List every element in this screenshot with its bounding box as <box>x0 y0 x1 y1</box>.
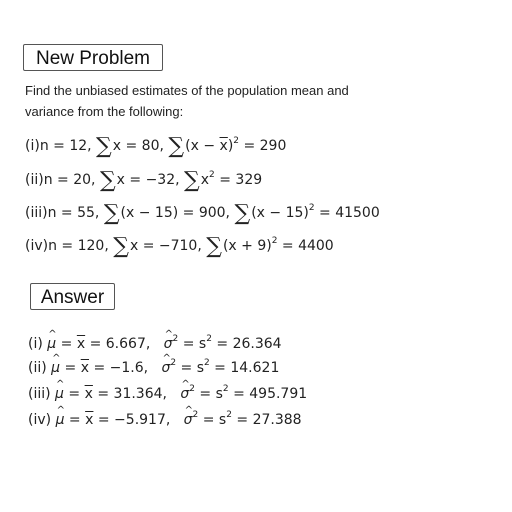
equals: = <box>60 360 81 376</box>
problem-item-2 <box>25 168 262 192</box>
mean-value: = 6.667, <box>85 336 151 352</box>
variance-value: = 14.621 <box>209 360 280 376</box>
variance-value: = 27.388 <box>231 412 302 428</box>
exponent: 2 <box>226 410 232 420</box>
answer-label: (iv) <box>28 412 52 428</box>
mu-hat: μ ^ <box>55 382 64 406</box>
sum-term: x <box>200 172 210 188</box>
mean-value: = −5.917, <box>93 412 171 428</box>
equals-s: = s <box>194 386 223 402</box>
exponent: 2 <box>189 384 195 394</box>
variance-value: = 26.364 <box>211 336 282 352</box>
sigma-symbol: ∑ <box>99 168 116 193</box>
exponent: 2 <box>206 334 212 344</box>
equals-s: = s <box>178 336 207 352</box>
sigma-hat: σ ^ <box>161 356 170 380</box>
sum-term: ) <box>227 138 234 154</box>
equals: = <box>56 336 77 352</box>
exponent: 2 <box>192 410 199 420</box>
sum-term: (x − <box>185 138 220 154</box>
exponent: 2 <box>170 358 177 368</box>
equals: = <box>63 386 85 402</box>
exponent: 2 <box>233 136 240 146</box>
exponent: 2 <box>209 170 215 180</box>
answer-button[interactable]: Answer <box>30 283 115 310</box>
sum-term: x = 80, <box>112 138 164 154</box>
equals: = <box>64 412 86 428</box>
sum-value: = 4400 <box>277 238 334 254</box>
answer-line-3 <box>28 382 307 406</box>
x-bar: $\overline{x}$ <box>80 360 90 376</box>
problem-line-1: Find the unbiased estimates of the population mean and <box>25 83 349 98</box>
exponent: 2 <box>204 358 210 368</box>
x-bar: $\overline{x}$ <box>84 386 93 402</box>
sum-term: x = −32, <box>116 172 180 188</box>
sum-value: = 290 <box>239 138 287 154</box>
problem-item-3 <box>25 201 380 225</box>
problem-text <box>25 80 385 122</box>
x-bar: $\overline{x}$ <box>219 138 228 154</box>
mu-hat: μ ^ <box>47 332 56 356</box>
x-bar: $\overline{x}$ <box>85 412 94 428</box>
answer-line-1 <box>28 332 282 356</box>
sigma-hat: σ ^ <box>184 408 193 432</box>
sum-term: (x − 15) = 900, <box>120 205 231 221</box>
sigma-symbol: ∑ <box>234 201 251 226</box>
variance-value: = 495.791 <box>228 386 308 402</box>
sigma-symbol: ∑ <box>103 201 120 226</box>
sum-value: = 41500 <box>314 205 380 221</box>
exponent: 2 <box>271 236 278 246</box>
mu-hat: μ ^ <box>51 356 60 380</box>
item-label: (iv)n = 120, <box>25 238 109 254</box>
problem-line-2: variance from the following: <box>25 104 184 119</box>
sigma-symbol: ∑ <box>96 134 112 159</box>
sigma-symbol: ∑ <box>113 234 129 259</box>
equals-s: = s <box>176 360 204 376</box>
equals-s: = s <box>198 412 227 428</box>
problem-item-4 <box>25 234 334 258</box>
x-bar: $\overline{x}$ <box>76 336 86 352</box>
answer-line-4 <box>28 408 302 432</box>
answer-label: (iii) <box>28 386 51 402</box>
mean-value: = −1.6, <box>89 360 149 376</box>
answer-line-2 <box>28 356 279 380</box>
sum-value: = 329 <box>214 172 263 188</box>
sum-term: (x + 9) <box>222 238 272 254</box>
item-label: (i)n = 12, <box>25 138 92 154</box>
sigma-hat: σ ^ <box>180 382 189 406</box>
answer-label: (i) <box>28 336 43 352</box>
mean-value: = 31.364, <box>92 386 167 402</box>
sum-term: (x − 15) <box>251 205 309 221</box>
sigma-symbol: ∑ <box>184 168 200 193</box>
sum-term: x = −710, <box>129 238 202 254</box>
sigma-symbol: ∑ <box>206 234 222 259</box>
answer-label: (ii) <box>28 360 47 376</box>
new-problem-button[interactable]: New Problem <box>23 44 163 71</box>
mu-hat: μ ^ <box>56 408 65 432</box>
sigma-symbol: ∑ <box>168 134 185 159</box>
exponent: 2 <box>308 203 315 213</box>
item-label: (iii)n = 55, <box>25 205 100 221</box>
exponent: 2 <box>172 334 179 344</box>
exponent: 2 <box>222 384 229 394</box>
problem-item-1 <box>25 134 286 158</box>
sigma-hat: σ ^ <box>164 332 173 356</box>
item-label: (ii)n = 20, <box>25 172 96 188</box>
